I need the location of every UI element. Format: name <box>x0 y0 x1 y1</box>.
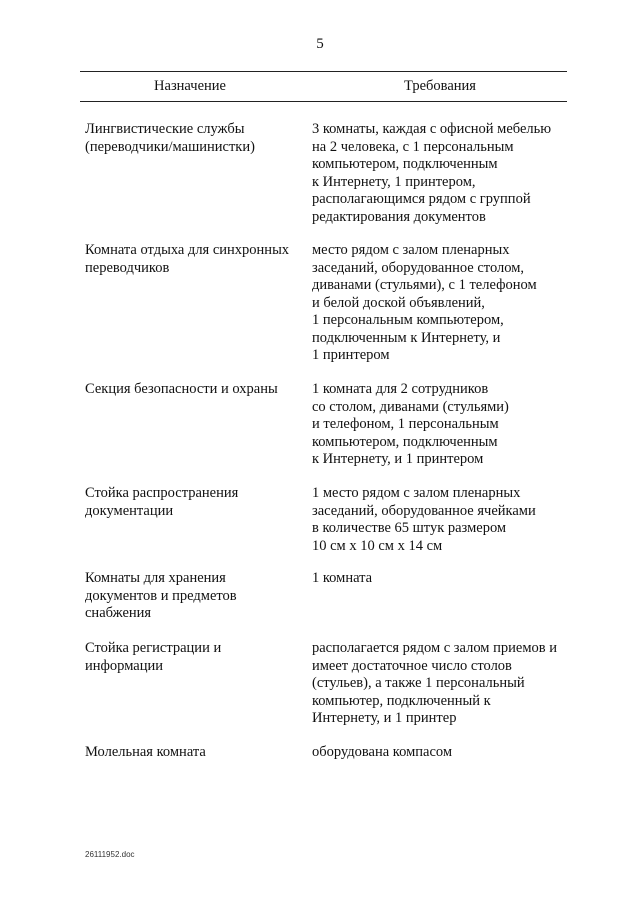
table-header-rule <box>80 101 567 102</box>
purpose-cell: Стойка распространения документации <box>85 485 239 519</box>
purpose-cell: Секция безопасности и охраны <box>85 381 278 397</box>
header-requirements: Требования <box>404 78 476 94</box>
header-purpose: Назначение <box>154 78 226 94</box>
requirements-cell: 3 комнаты, каждая с офисной мебелью на 2 человека, с 1 персональным компьютером, подключенным к Интернету, 1 принтером, располагающимся рядом с группой редактирования документов <box>312 121 552 225</box>
purpose-cell: Стойка регистрации и информации <box>85 640 222 674</box>
page-number: 5 <box>316 36 324 52</box>
purpose-cell: Комнаты для хранения документов и предметов снабжения <box>85 570 237 621</box>
requirements-cell: 1 комната <box>312 570 373 586</box>
purpose-cell: Комната отдыха для синхронных переводчиков <box>85 242 290 276</box>
requirements-cell: 1 место рядом с залом пленарных заседаний, оборудованное ячейками в количестве 65 штук размером 10 см х 10 см х 14 см <box>312 485 536 554</box>
purpose-cell: Молельная комната <box>85 744 206 760</box>
requirements-cell: 1 комната для 2 сотрудников со столом, диванами (стульями) и телефоном, 1 персональным компьютером, подключенным к Интернету, и 1 принтером <box>312 381 509 467</box>
table-top-rule <box>80 71 567 72</box>
requirements-cell: оборудована компасом <box>312 744 453 760</box>
purpose-cell: Лингвистические службы (переводчики/машинистки) <box>85 121 255 155</box>
requirements-cell: располагается рядом с залом приемов и имеет достаточное число столов (стульев), а также 1 персональный компьютер, подключенный к Интернету, и 1 принтер <box>312 640 557 726</box>
requirements-cell: место рядом с залом пленарных заседаний, оборудованное столом, диванами (стульями), с 1 телефоном и белой доской объявлений, 1 персональным компьютером, подключенным к Интернету, и 1 принтером <box>312 242 537 363</box>
footer-filename: 26111952.doc <box>85 850 135 859</box>
